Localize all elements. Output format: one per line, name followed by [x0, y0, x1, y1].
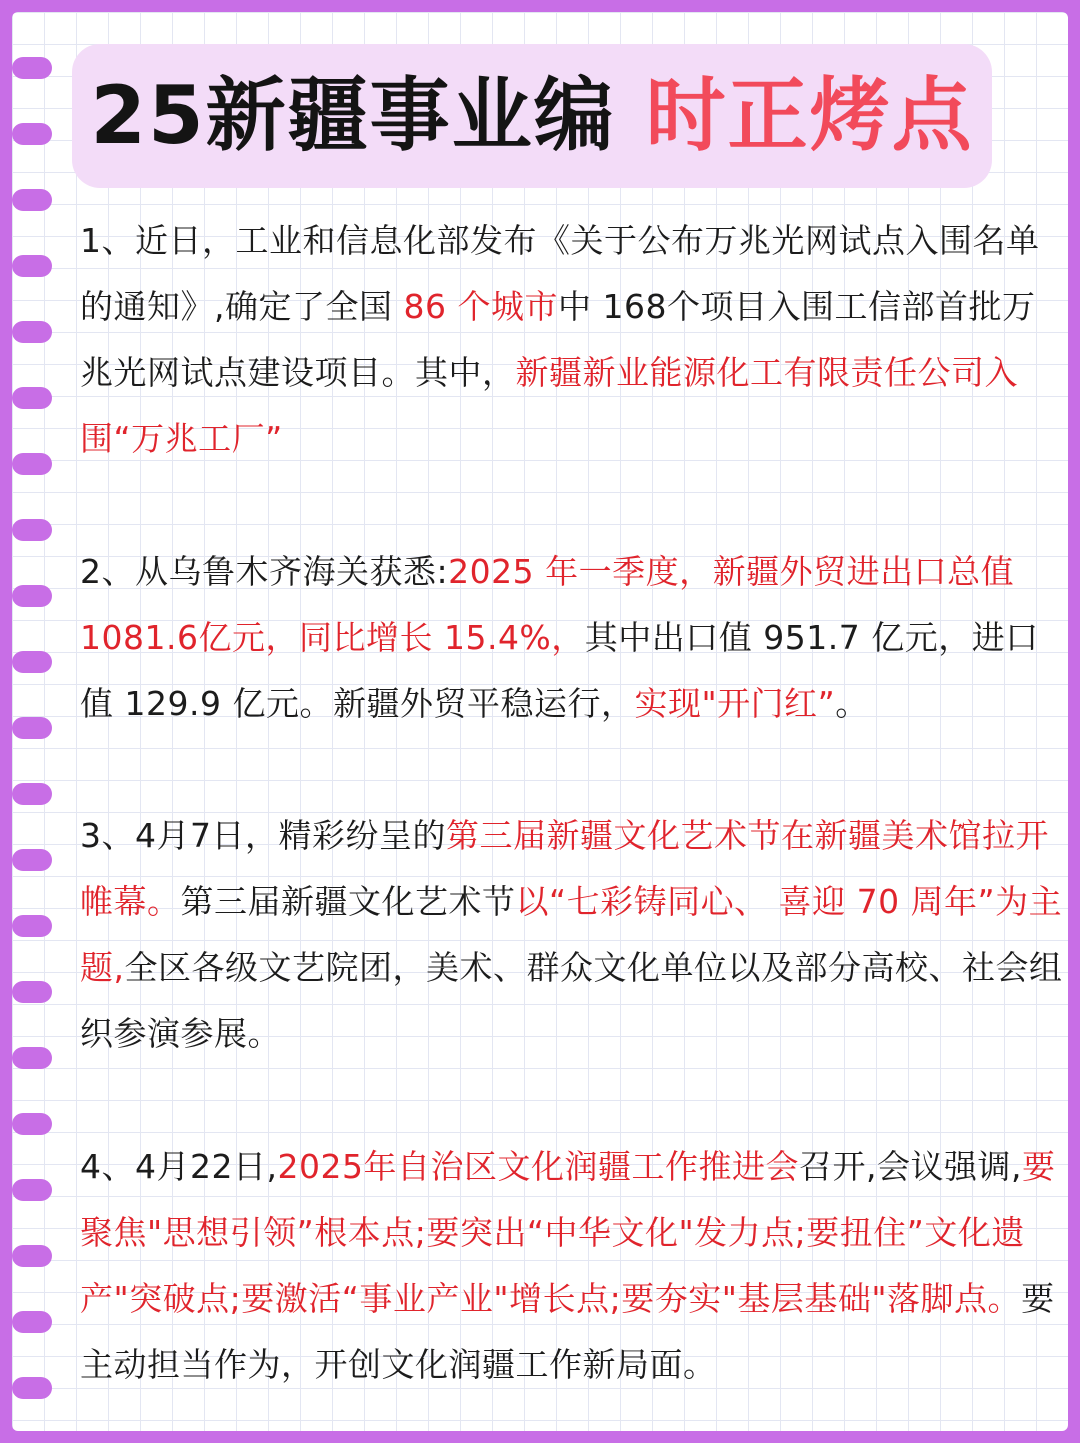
item-highlight: 2025年自治区文化润疆工作推进会	[277, 1147, 799, 1186]
item-highlight: 以“七彩铸同心、 喜迎 70 周年”为主题,	[80, 882, 1063, 987]
item-text: 1、近日，工业和信息化部发布《关于公布万兆光网试点入围名单的通知》,确定了全国	[80, 221, 1040, 326]
item-highlight: 实现"开门红”	[634, 684, 836, 723]
item-text: 第三届新疆文化艺术节	[180, 882, 516, 921]
item-text: 全区各级文艺院团，美术、群众文化单位以及部分高校、社会组织参演参展。	[80, 948, 1063, 1053]
item-highlight: 第三届新疆文化艺术节在新疆美术馆拉开帷幕。	[80, 816, 1049, 921]
binder-ring	[12, 189, 52, 211]
binder-ring	[12, 123, 52, 145]
binder-ring	[12, 915, 52, 937]
binder-ring	[12, 387, 52, 409]
binder-ring	[12, 1377, 52, 1399]
binder-ring	[12, 1245, 52, 1267]
item-highlight: 新疆新业能源化工有限责任公司入围“万兆工厂”	[80, 353, 1018, 458]
item-text: 中 168个项目入围工信部首批万兆光网试点建设项目。其中，	[80, 287, 1036, 392]
item-text: 4、4月22日,	[80, 1147, 278, 1186]
binder-ring	[12, 849, 52, 871]
title-highlight: 时正烤点	[645, 69, 974, 162]
binder-ring	[12, 981, 52, 1003]
news-item-2	[80, 539, 1064, 737]
item-highlight: 要聚焦"思想引领”根本点;要突出“中华文化"发力点;要扭住”文化遗产"突破点;要激活“事业产业"增长点;要夯实"基层基础"落脚点。	[80, 1147, 1056, 1318]
item-highlight: 86 个城市	[403, 287, 558, 326]
binder-ring	[12, 585, 52, 607]
binder-ring	[12, 783, 52, 805]
binder-ring	[12, 1113, 52, 1135]
binder-ring	[12, 453, 52, 475]
title-banner	[72, 44, 992, 188]
item-text: 。	[835, 684, 869, 723]
item-text: 2、从乌鲁木齐海关获悉:	[80, 552, 449, 591]
item-text: 召开,会议强调,	[798, 1147, 1022, 1186]
notebook-page	[12, 12, 1068, 1431]
binder-ring	[12, 321, 52, 343]
item-text: 其中出口值 951.7 亿元，进口值 129.9 亿元。新疆外贸平稳运行，	[80, 618, 1039, 723]
item-text: 3、4月7日，精彩纷呈的	[80, 816, 446, 855]
news-item-3	[80, 803, 1064, 1067]
binder-ring	[12, 651, 52, 673]
title-main: 25新疆事业编	[90, 69, 616, 162]
binder-ring	[12, 519, 52, 541]
binder-ring	[12, 57, 52, 79]
binder-ring	[12, 1311, 52, 1333]
binder-ring	[12, 717, 52, 739]
news-item-1	[80, 208, 1064, 472]
page-title	[90, 69, 974, 162]
news-item-4	[80, 1134, 1064, 1398]
binder-ring	[12, 1047, 52, 1069]
binder-ring	[12, 1179, 52, 1201]
binder-ring	[12, 255, 52, 277]
item-highlight: 2025 年一季度，新疆外贸进出口总值 1081.6亿元，同比增长 15.4%，	[80, 552, 1015, 657]
item-text: 要主动担当作为，开创文化润疆工作新局面。	[80, 1279, 1055, 1384]
